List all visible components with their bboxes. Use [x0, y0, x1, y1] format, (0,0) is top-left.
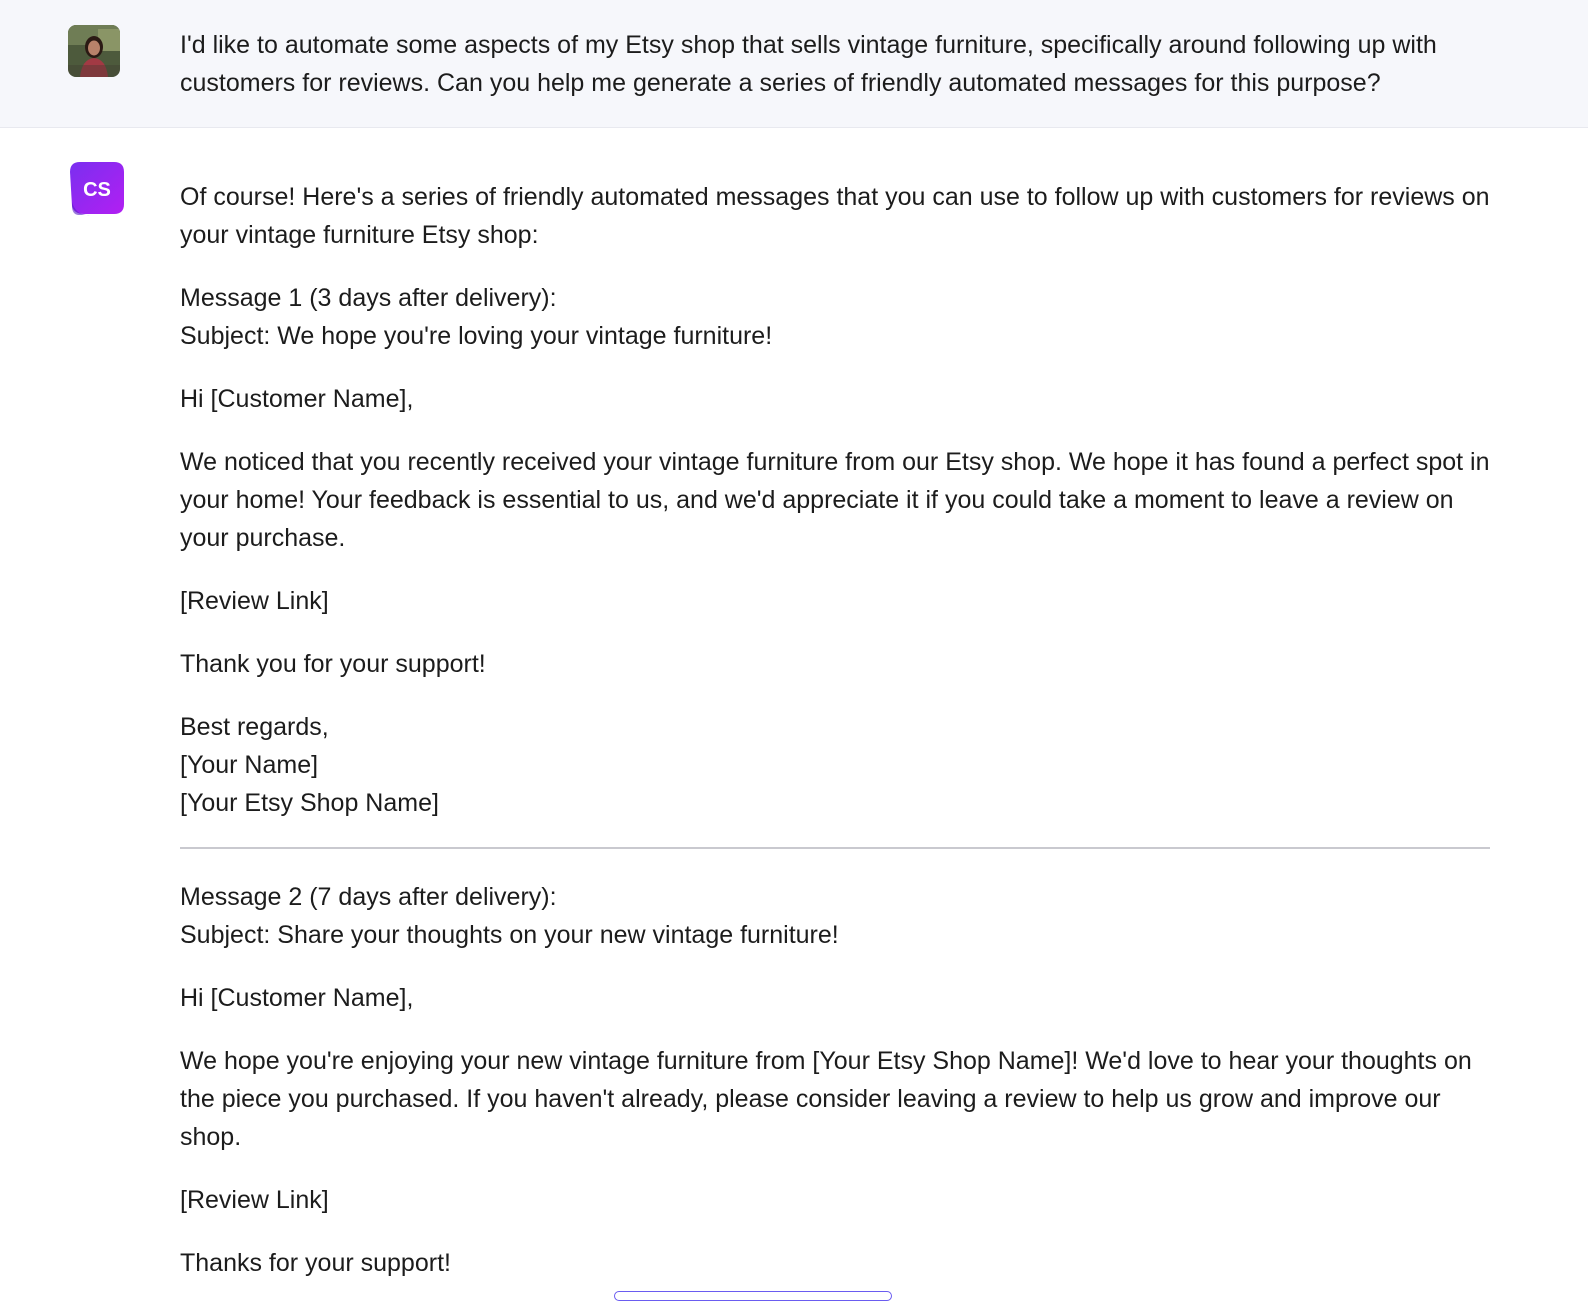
message2-thanks: Thanks for your support!: [180, 1249, 451, 1277]
message2-subject: Subject: Share your thoughts on your new vintage furniture!: [180, 921, 839, 949]
cs-logo-icon: [70, 162, 124, 216]
assistant-message-body: [180, 178, 1490, 1307]
message2-greeting: Hi [Customer Name],: [180, 984, 414, 1012]
message2-body: We hope you're enjoying your new vintage furniture from [Your Etsy Shop Name]! We'd love to hear your thoughts on the piece you purchased. If you haven't already, please consider leaving a review to help us grow and improve our shop.: [180, 1047, 1472, 1151]
message2-heading: Message 2 (7 days after delivery):: [180, 883, 557, 911]
message1-review-link: [Review Link]: [180, 587, 329, 615]
message1-signoff: Best regards,: [180, 713, 329, 741]
user-photo-icon: [68, 25, 120, 77]
message1-signature: [180, 708, 1490, 822]
message1-name: [Your Name]: [180, 751, 319, 779]
message1-subject: Subject: We hope you're loving your vintage furniture!: [180, 322, 773, 350]
message1-body: We noticed that you recently received your vintage furniture from our Etsy shop. We hope it has found a perfect spot in your home! Your feedback is essential to us, and we'd appreciate it if you could take a moment to leave a review on your purchase.: [180, 448, 1490, 552]
user-avatar: [68, 25, 120, 77]
message2-review-link: [Review Link]: [180, 1186, 329, 1214]
message-divider: [180, 847, 1490, 849]
scroll-to-bottom-button[interactable]: [614, 1291, 892, 1301]
user-message-row: [0, 0, 1588, 128]
message1-thanks: Thank you for your support!: [180, 650, 486, 678]
message2-header: [180, 878, 1490, 954]
intro-paragraph: Of course! Here's a series of friendly automated messages that you can use to follow up with customers for reviews on your vintage furniture Etsy shop:: [180, 183, 1490, 249]
user-message-text: I'd like to automate some aspects of my Etsy shop that sells vintage furniture, specifically around following up with customers for reviews. Can you help me generate a series of friendly automated messages for this purpose?: [180, 31, 1437, 97]
message1-heading: Message 1 (3 days after delivery):: [180, 284, 557, 312]
message1-shop: [Your Etsy Shop Name]: [180, 789, 439, 817]
cs-logo-text: CS: [83, 179, 111, 201]
assistant-avatar: [70, 162, 124, 216]
message1-greeting: Hi [Customer Name],: [180, 385, 414, 413]
message1-header: [180, 279, 1490, 355]
assistant-message-row: [0, 128, 1588, 1296]
